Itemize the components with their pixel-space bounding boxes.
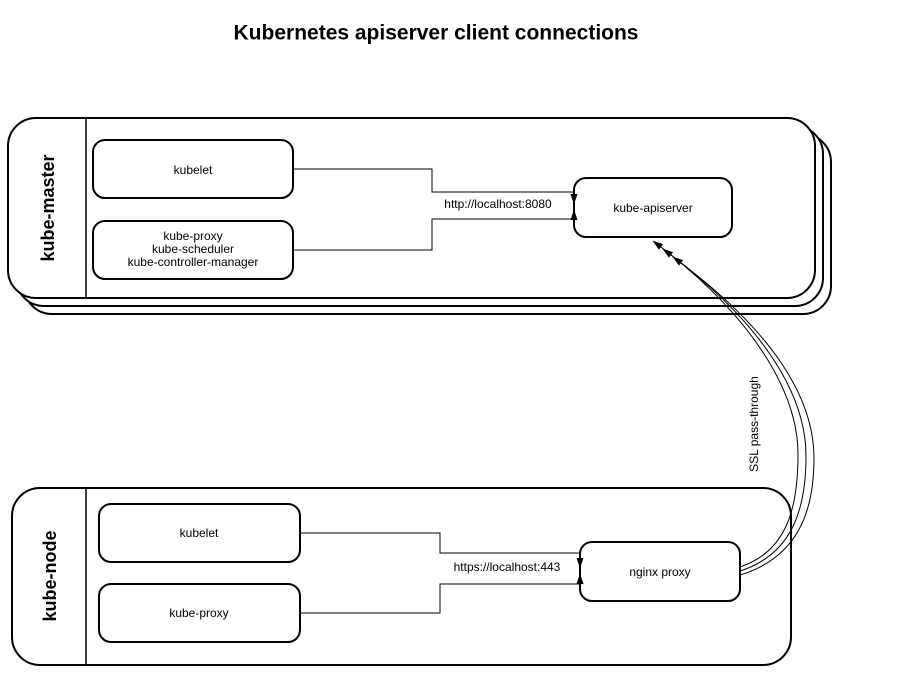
kube-apiserver-label: kube-apiserver: [613, 201, 693, 215]
node-kube-proxy-label: kube-proxy: [169, 606, 229, 620]
kube-master-label: kube-master: [38, 154, 58, 262]
master-services-line-kube-scheduler: kube-scheduler: [151, 242, 235, 256]
edge-label-ssl-passthrough: SSL pass-through: [747, 376, 761, 472]
nginx-proxy-label: nginx proxy: [629, 565, 691, 579]
kube-node-label: kube-node: [40, 530, 60, 622]
master-services-line-kube-proxy: kube-proxy: [163, 229, 223, 243]
edge-label-https-443: https://localhost:443: [453, 560, 561, 574]
master-services-line-kube-controller-manager: kube-controller-manager: [127, 255, 259, 269]
node-kubelet-label: kubelet: [179, 526, 219, 540]
diagram-title: Kubernetes apiserver client connections: [233, 21, 639, 45]
master-kubelet-label: kubelet: [173, 163, 213, 177]
edge-label-http-8080: http://localhost:8080: [444, 197, 552, 211]
